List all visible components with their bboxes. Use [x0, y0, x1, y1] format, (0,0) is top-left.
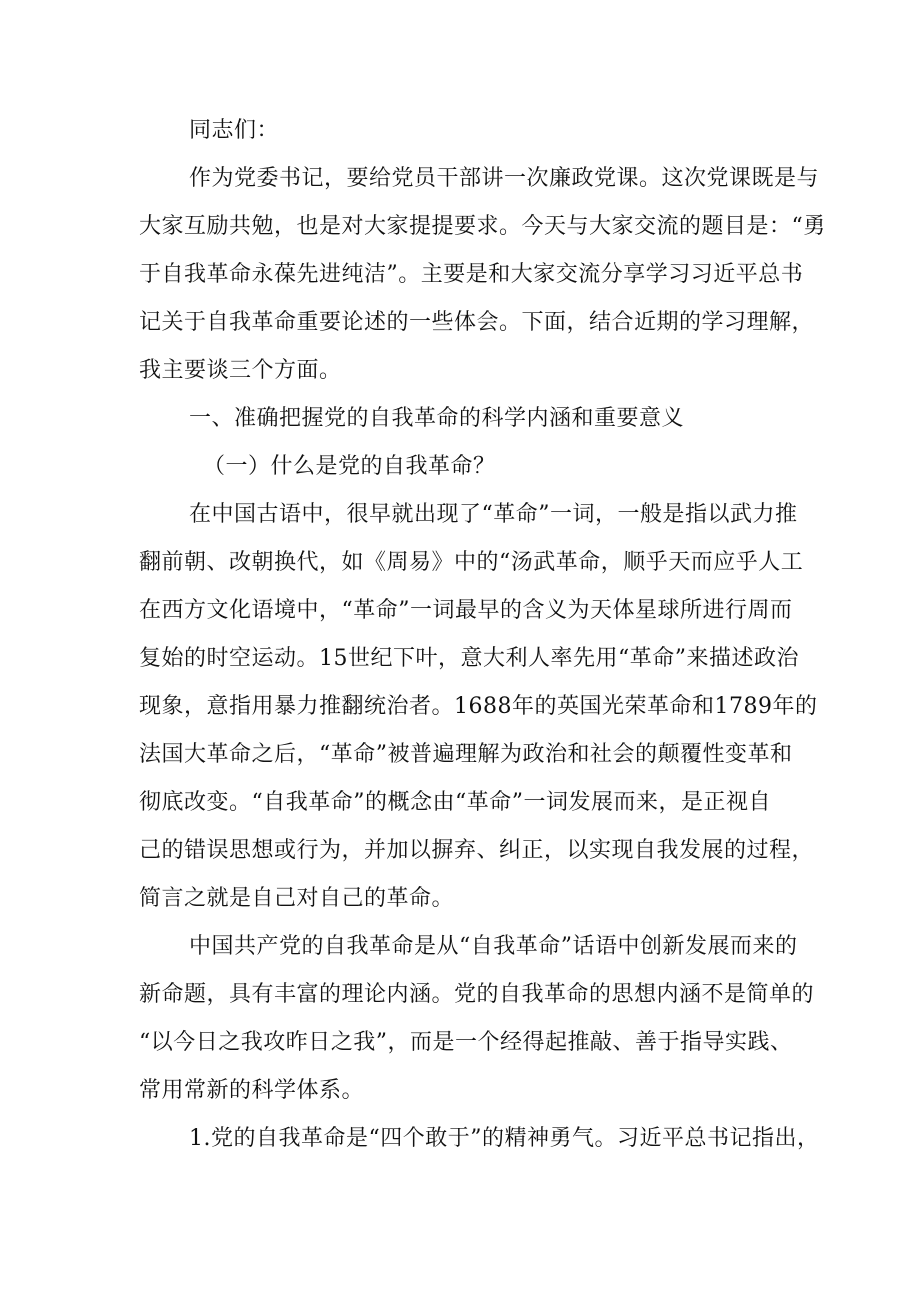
- paragraph-line: 在中国古语中，很早就出现了“革命”一词，一般是指以武力推: [189, 502, 798, 527]
- paragraph-line: 翻前朝、改朝换代，如《周易》中的“汤武革命，顺乎天而应乎人工: [139, 550, 804, 575]
- paragraph-line: 记关于自我革命重要论述的一些体会。下面，结合近期的学习理解，: [139, 310, 815, 335]
- paragraph-line: 新命题，具有丰富的理论内涵。党的自我革命的思想内涵不是简单的: [139, 982, 815, 1007]
- paragraph-line: 我主要谈三个方面。: [139, 358, 342, 383]
- paragraph-line: 大家互励共勉，也是对大家提提要求。今天与大家交流的题目是：“勇: [139, 214, 826, 239]
- paragraph-line: “以今日之我攻昨日之我”，而是一个经得起推敲、善于指导实践、: [139, 1030, 793, 1055]
- section-heading: 一、准确把握党的自我革命的科学内涵和重要意义: [189, 406, 685, 431]
- paragraph-line: 中国共产党的自我革命是从“自我革命”话语中创新发展而来的: [189, 934, 798, 959]
- paragraph-line: 于自我革命永葆先进纯洁”。主要是和大家交流分享学习习近平总书: [139, 262, 804, 287]
- paragraph-line: 复始的时空运动。15世纪下叶，意大利人率先用“革命”来描述政治: [139, 646, 799, 671]
- numbered-point: 1.党的自我革命是“四个敢于”的精神勇气。习近平总书记指出，: [189, 1126, 820, 1151]
- paragraph-line: 简言之就是自己对自己的革命。: [139, 886, 455, 911]
- paragraph-line: 常用常新的科学体系。: [139, 1078, 365, 1103]
- paragraph-line: 彻底改变。“自我革命”的概念由“革命”一词发展而来，是正视自: [139, 790, 771, 815]
- paragraph-line: 在西方文化语境中，“革命”一词最早的含义为天体星球所进行周而: [139, 598, 793, 623]
- paragraph-line: 己的错误思想或行为，并加以摒弃、纠正，以实现自我发展的过程，: [139, 838, 815, 863]
- salutation: 同志们：: [189, 118, 280, 143]
- subsection-heading: （一）什么是党的自我革命？: [203, 454, 496, 479]
- paragraph-line: 作为党委书记，要给党员干部讲一次廉政党课。这次党课既是与: [189, 166, 820, 191]
- paragraph-line: 现象，意指用暴力推翻统治者。1688年的英国光荣革命和1789年的: [139, 694, 818, 719]
- paragraph-line: 法国大革命之后，“革命”被普遍理解为政治和社会的颠覆性变革和: [139, 742, 793, 767]
